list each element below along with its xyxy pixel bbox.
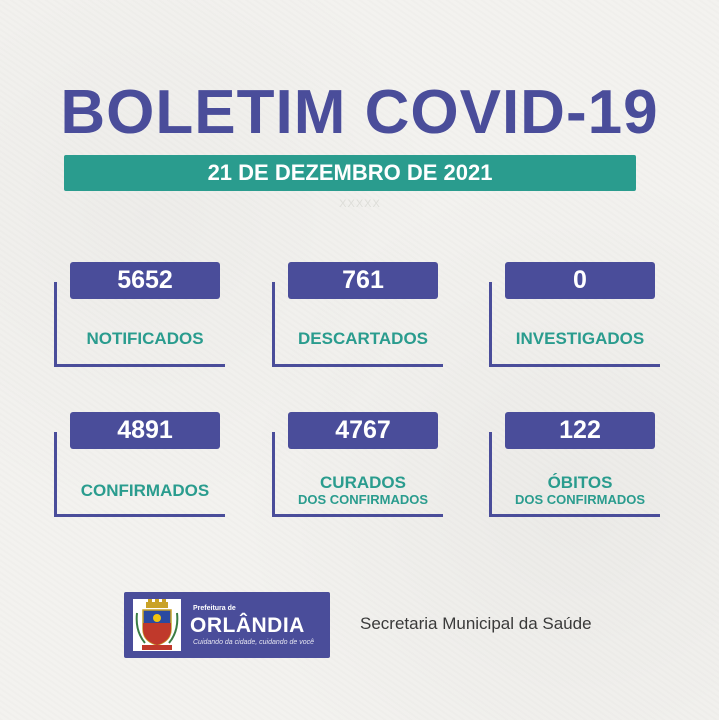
stat-label: INVESTIGADOS (515, 329, 645, 348)
stat-card-obitos (489, 412, 665, 522)
logo-name: ORLÂNDIA (190, 614, 305, 637)
stat-sublabel: DOS CONFIRMADOS (298, 492, 428, 507)
stat-sublabel: DOS CONFIRMADOS (515, 492, 645, 507)
stat-value: 122 (505, 412, 655, 449)
coat-of-arms-icon (133, 599, 181, 651)
stat-value: 5652 (70, 262, 220, 299)
prefeitura-logo (124, 592, 330, 658)
stat-label: CONFIRMADOS (80, 481, 210, 500)
stat-label: ÓBITOS (547, 473, 613, 492)
stat-card-confirmados (54, 412, 230, 522)
faint-watermark-text: XXXXX (339, 198, 381, 210)
stat-card-investigados (489, 262, 665, 372)
stat-value: 4767 (288, 412, 438, 449)
stat-value: 0 (505, 262, 655, 299)
stat-card-curados (272, 412, 448, 522)
secretaria-text: Secretaria Municipal da Saúde (360, 614, 592, 633)
stat-value: 4891 (70, 412, 220, 449)
stat-card-notificados (54, 262, 230, 372)
date-banner: 21 DE DEZEMBRO DE 2021 (64, 155, 636, 191)
logo-prefix: Prefeitura de (193, 605, 236, 612)
stat-label: DESCARTADOS (297, 329, 429, 348)
stat-label: CURADOS (320, 473, 406, 492)
stat-card-descartados (272, 262, 448, 372)
stat-label: NOTIFICADOS (86, 329, 204, 348)
page-title: BOLETIM COVID-19 (60, 78, 659, 147)
stat-value: 761 (288, 262, 438, 299)
logo-tagline: Cuidando da cidade, cuidando de você (193, 639, 315, 646)
